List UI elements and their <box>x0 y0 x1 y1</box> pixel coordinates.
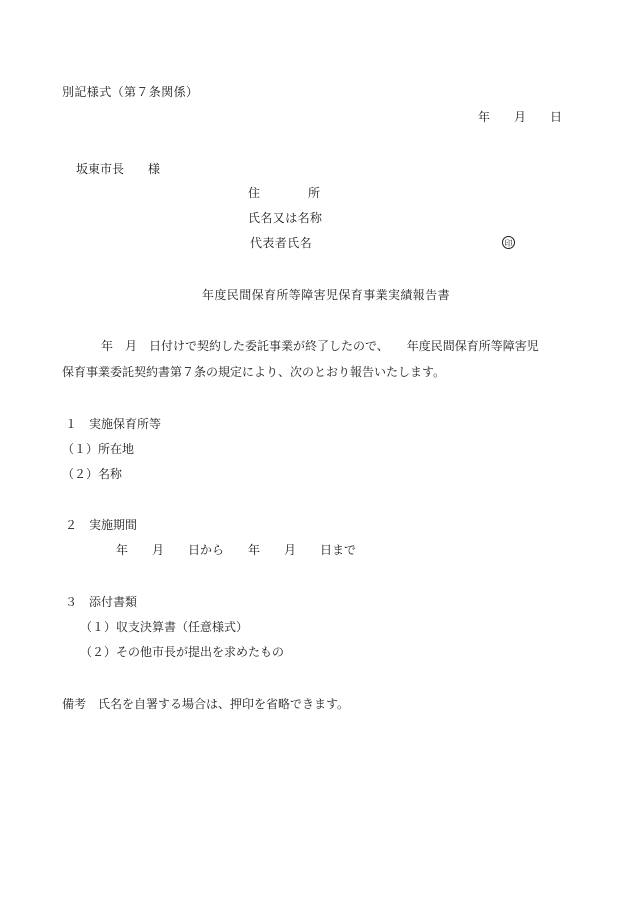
section-2-heading: ２ 実施期間 <box>65 518 138 532</box>
representative-label: 代表者氏名 <box>250 236 313 250</box>
section-3-item-1: （１）収支決算書（任意様式） <box>80 620 249 634</box>
section-1-heading: １ 実施保育所等 <box>65 417 162 431</box>
document-title: 年度民間保育所等障害児保育事業実績報告書 <box>202 288 451 302</box>
remarks-note: 備考 氏名を自署する場合は、押印を省略できます。 <box>62 697 350 711</box>
section-1-item-1: （１）所在地 <box>62 442 135 456</box>
name-label: 氏名又は名称 <box>248 211 323 225</box>
recipient: 坂東市長 様 <box>76 162 161 176</box>
date-line: 年 月 日 <box>478 110 563 124</box>
seal-mark: 印 <box>502 236 515 249</box>
body-line-2: 保育事業委託契約書第７条の規定により、次のとおり報告いたします。 <box>62 365 446 379</box>
form-label: 別記様式（第７条関係） <box>62 85 199 99</box>
section-1-item-2: （２）名称 <box>62 467 123 481</box>
body-line-1: 年 月 日付けで契約した委託事業が終了したので、 年度民間保育所等障害児 <box>101 339 539 353</box>
section-2-period: 年 月 日から 年 月 日まで <box>116 543 357 557</box>
address-label: 住 所 <box>248 186 321 200</box>
section-3-heading: ３ 添付書類 <box>65 595 138 609</box>
section-3-item-2: （２）その他市長が提出を求めたもの <box>80 645 285 659</box>
